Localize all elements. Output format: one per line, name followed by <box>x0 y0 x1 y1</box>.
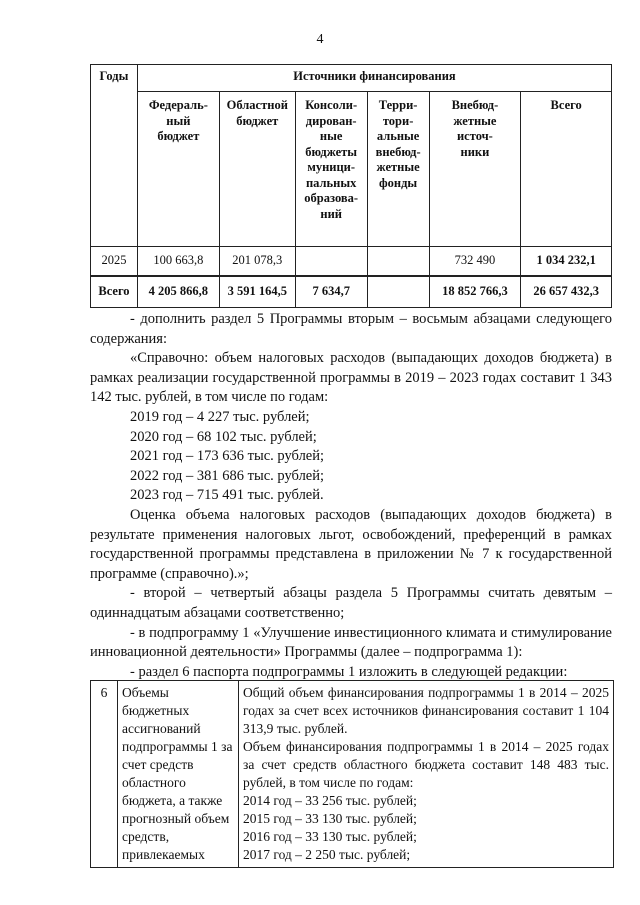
paragraph: - в подпрограмму 1 «Улучшение инвестиционного климата и стимулирование инновационной деятельности» Программы (далее – подпрограмма 1): <box>90 624 612 661</box>
total-regional: 3 591 164,5 <box>219 276 295 308</box>
total-sum: 26 657 432,3 <box>521 276 612 308</box>
cell-funds <box>367 247 429 277</box>
year-line: 2022 год – 381 686 тыс. рублей; <box>130 467 325 484</box>
year-line: 2021 год – 173 636 тыс. рублей; <box>130 448 325 465</box>
year-line: 2016 год – 33 130 тыс. рублей; <box>243 829 417 844</box>
table-row <box>91 681 614 868</box>
col-regional: Областной бюджет <box>219 92 295 247</box>
cell-regional: 201 078,3 <box>219 247 295 277</box>
paragraph: Общий объем финансирования подпрограммы 1 в 2014 – 2025 годах за счет всех источников финансирования составит 1 104 313,9 тыс. рублей. <box>243 685 609 736</box>
col-funds: Терри- тори- альные внебюд- жетные фонды <box>367 92 429 247</box>
total-funds <box>367 276 429 308</box>
passport-section-name: Объемы бюджетных ассигнований подпрограммы 1 за счет средств областного бюджета, а также прогнозный объем средств, привлекаемых <box>118 681 239 868</box>
year-line: 2019 год – 4 227 тыс. рублей; <box>130 408 310 425</box>
passport-section-number: 6 <box>91 681 118 868</box>
cell-total: 1 034 232,1 <box>521 247 612 277</box>
paragraph: Объем финансирования подпрограммы 1 в 2014 – 2025 годах за счет средств областного бюджета составит 148 483 тыс. рублей, в том числе по годам: <box>243 739 609 790</box>
total-extrabudget: 18 852 766,3 <box>429 276 521 308</box>
paragraph: - второй – четвертый абзацы раздела 5 Программы считать девятым – одиннадцатым абзацами соответственно; <box>90 585 612 621</box>
financing-table <box>90 64 612 308</box>
table-row <box>91 247 612 277</box>
passport-table <box>90 680 614 868</box>
page-number: 4 <box>316 32 324 47</box>
total-municipal: 7 634,7 <box>295 276 367 308</box>
year-line: 2015 год – 33 130 тыс. рублей; <box>243 811 417 826</box>
sources-header: Источники финансирования <box>137 65 611 92</box>
passport-section-content <box>239 681 614 868</box>
years-header: Годы <box>91 65 138 247</box>
total-label: Всего <box>91 276 138 308</box>
year-line: 2017 год – 2 250 тыс. рублей; <box>243 847 411 862</box>
cell-federal: 100 663,8 <box>137 247 219 277</box>
year-line: 2020 год – 68 102 тыс. рублей; <box>130 428 317 445</box>
cell-year: 2025 <box>91 247 138 277</box>
total-federal: 4 205 866,8 <box>137 276 219 308</box>
col-federal: Федераль- ный бюджет <box>137 92 219 247</box>
body-text <box>90 310 612 682</box>
cell-extrabudget: 732 490 <box>429 247 521 277</box>
year-line: 2023 год – 715 491 тыс. рублей. <box>130 487 324 504</box>
paragraph: - раздел 6 паспорта подпрограммы 1 изложить в следующей редакции: <box>130 663 568 680</box>
paragraph: Оценка объема налоговых расходов (выпадающих доходов бюджета) в результате применения налоговых льгот, освобождений, преференций в рамках государственной программы представлена в приложении № 7 к государственной программе (справочно).»; <box>90 506 612 582</box>
paragraph: - дополнить раздел 5 Программы вторым – восьмым абзацами следующего содержания: <box>90 311 612 347</box>
paragraph: «Справочно: объем налоговых расходов (выпадающих доходов бюджета) в рамках реализации государственной программы в 2019 – 2023 годах составит 1 343 142 тыс. рублей, в том числе по годам: <box>90 350 612 406</box>
cell-municipal <box>295 247 367 277</box>
year-line: 2014 год – 33 256 тыс. рублей; <box>243 793 417 808</box>
col-total: Всего <box>521 92 612 247</box>
total-row <box>91 276 612 308</box>
col-extrabudget: Внебюд- жетные источ- ники <box>429 92 521 247</box>
col-municipal: Консоли- дирован- ные бюджеты муници- пальных образова- ний <box>295 92 367 247</box>
